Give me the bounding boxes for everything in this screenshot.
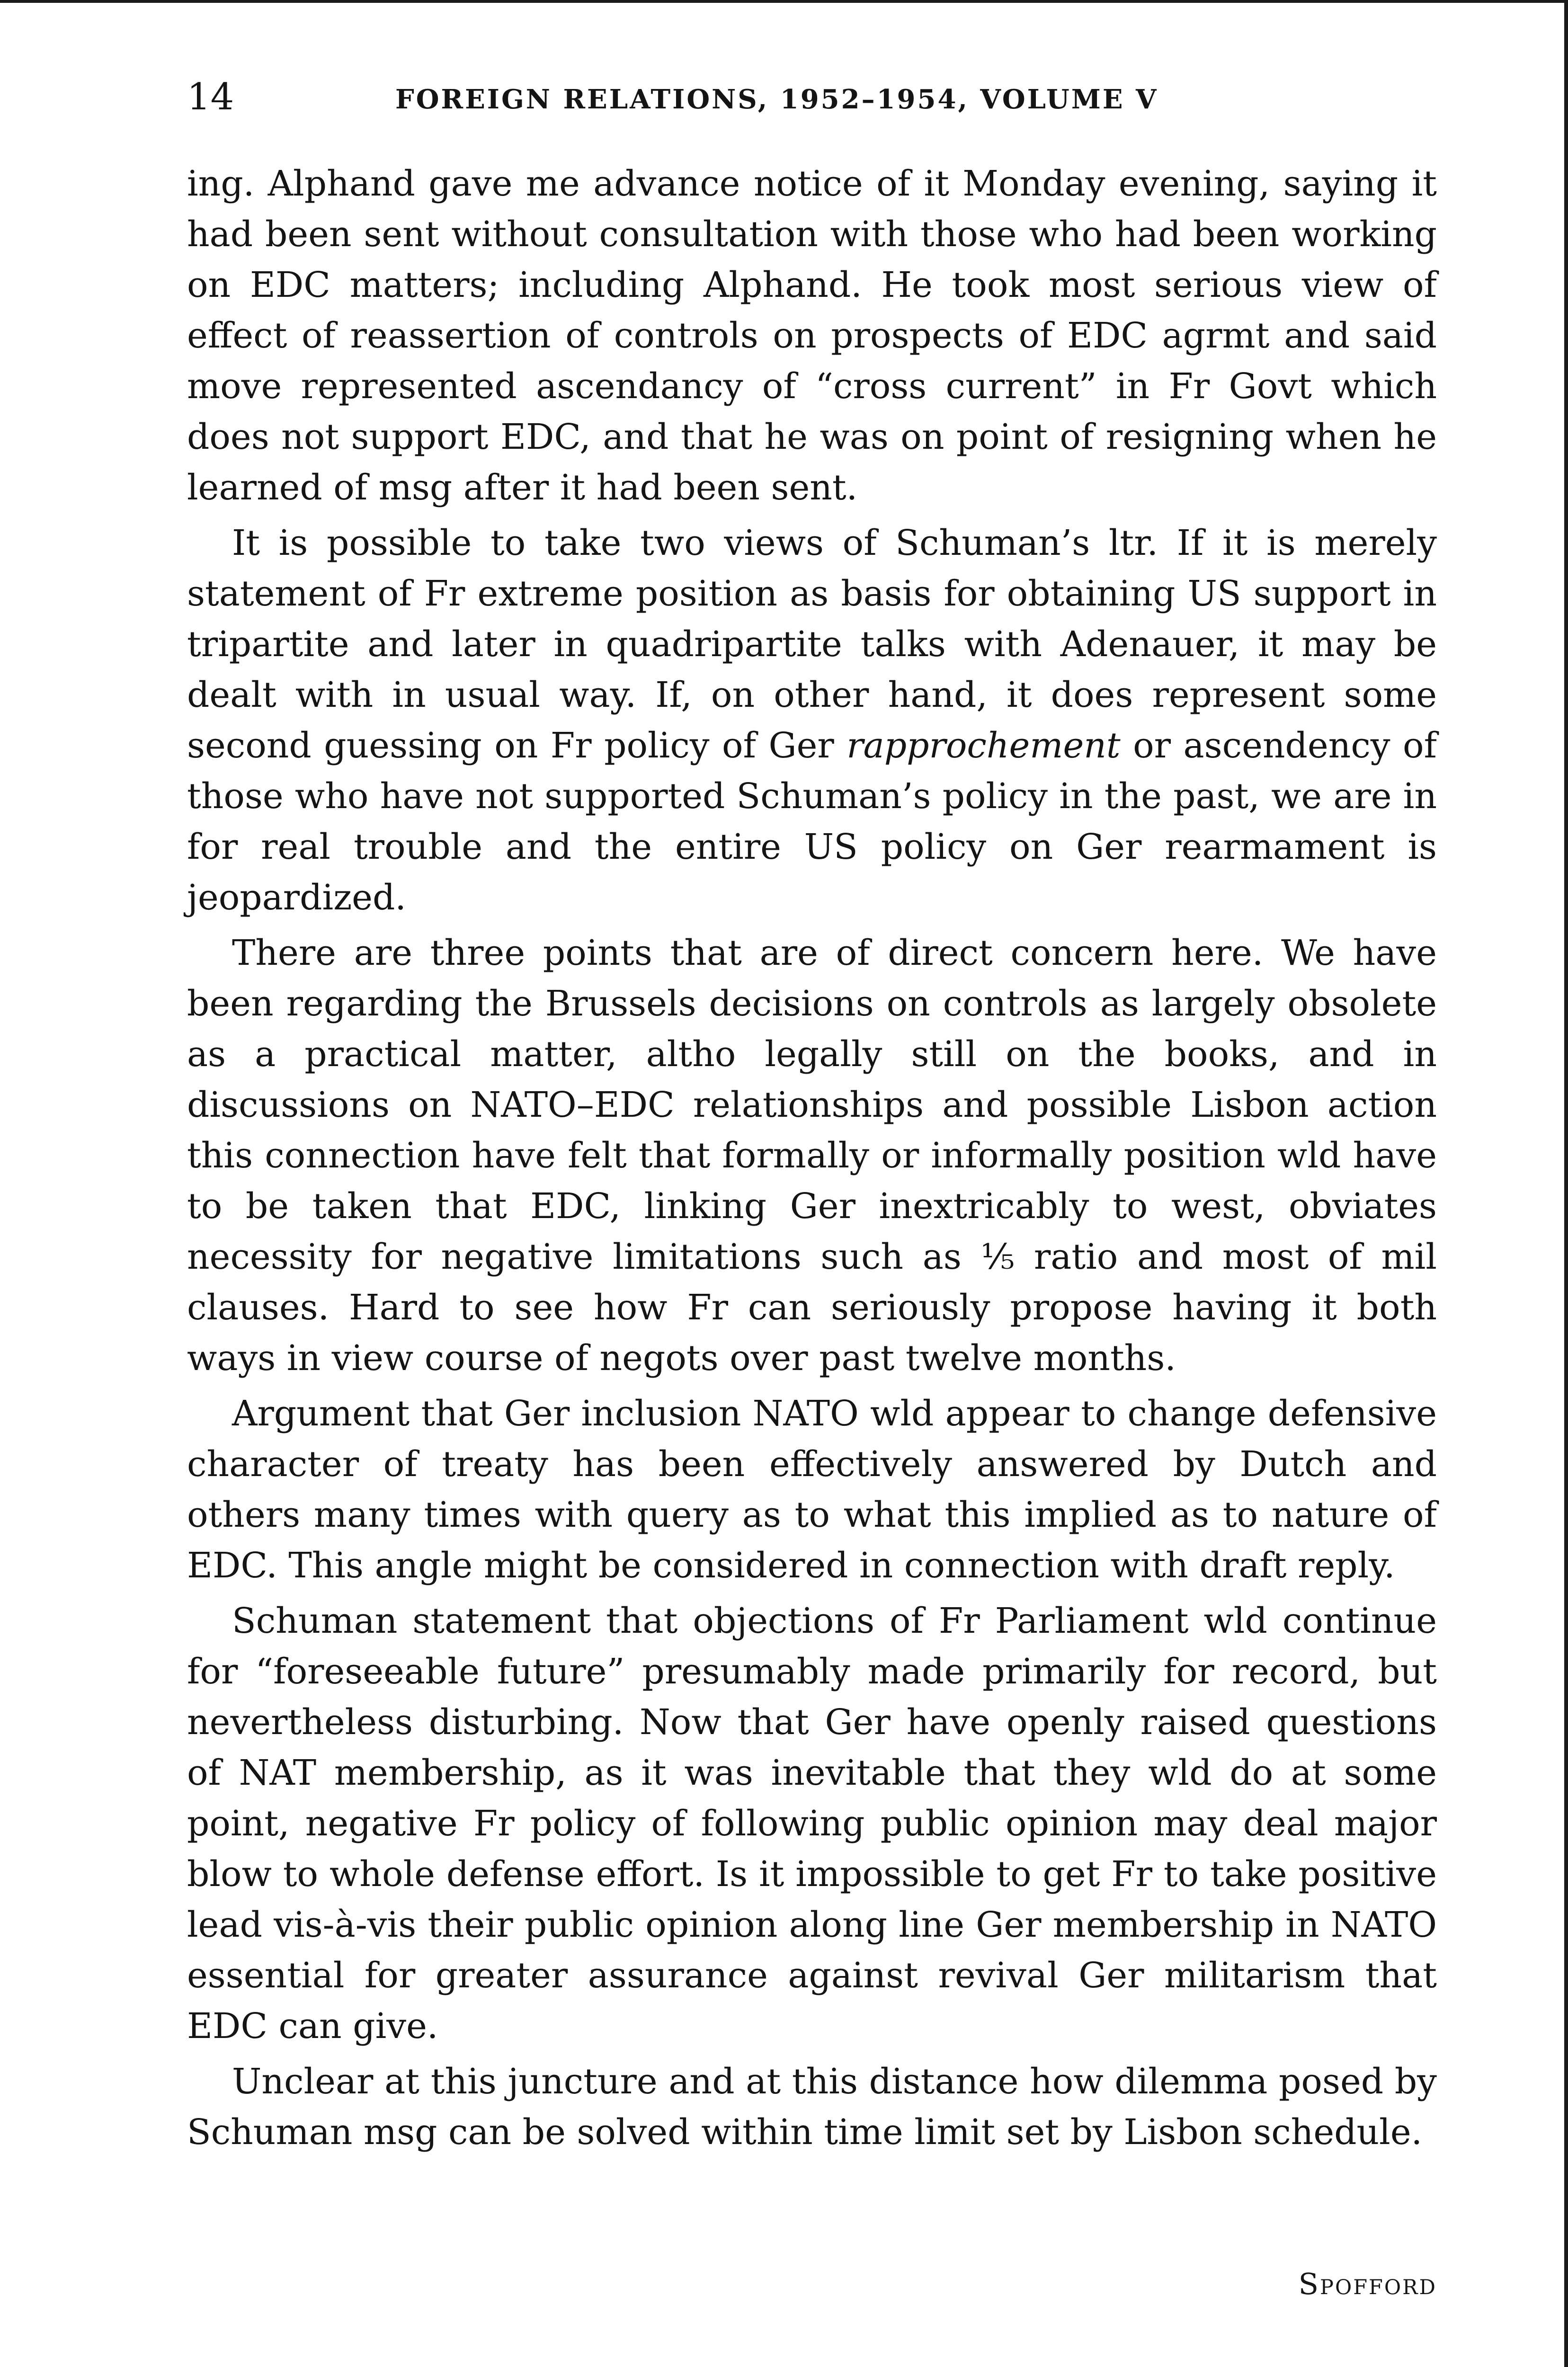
paragraph-2 xyxy=(187,518,1437,923)
paragraph-2-italic-term: rapprochement xyxy=(846,725,1121,766)
paragraph-1: ing. Alphand gave me advance notice of it Monday evening, saying it had been sent without consultation with those who had been working on EDC matters; including Alphand. He took most serious view of effect of reassertion of controls on prospects of EDC agrmt and said move represented ascendancy of “cross current” in Fr Govt which does not support EDC, and that he was on point of resigning when he learned of msg after it had been sent. xyxy=(187,163,1437,508)
paragraph-2-text-before: It is possible to take two views of Schuman’s ltr. If it is merely statement of Fr extreme position as basis for obtaining US support in tripartite and later in quadripartite talks with Adenauer, it may be dealt with in usual way. If, on other hand, it does represent some second guessing on Fr policy of Ger xyxy=(187,523,1437,766)
page-edge-right xyxy=(1564,0,1568,2367)
paragraph-5: Schuman statement that objections of Fr Parliament wld continue for “foreseeable future” presumably made primarily for record, but nevertheless disturbing. Now that Ger have openly raised questions of NAT membership, as it was inevitable that they wld do at some point, negative Fr policy of following public opinion may deal major blow to whole defense effort. Is it impossible to get Fr to take positive lead vis-à-vis their public opinion along line Ger membership in NATO essential for greater assurance against revival Ger militarism that EDC can give. xyxy=(187,1601,1437,2047)
paragraph-2-text-after: or ascendency of those who have not supported Schuman’s policy in the past, we are in for real trouble and the entire US policy on Ger rearmament is jeopardized. xyxy=(187,725,1437,918)
paragraph-3: There are three points that are of direct concern here. We have been regarding the Brussels decisions on controls as largely obsolete as a practical matter, altho legally still on the books, and in discussions on NATO–EDC relationships and possible Lisbon action this connection have felt that formally or informally position wld have to be taken that EDC, linking Ger inextricably to west, obviates necessity for negative limitations such as ⅕ ratio and most of mil clauses. Hard to see how Fr can seriously propose having it both ways in view course of negots over past twelve months. xyxy=(187,933,1437,1379)
page-edge-top xyxy=(0,0,1568,3)
page-number: 14 xyxy=(187,76,234,118)
page-header xyxy=(187,71,1437,123)
running-head: FOREIGN RELATIONS, 1952–1954, VOLUME V xyxy=(395,84,1158,115)
paragraph-4: Argument that Ger inclusion NATO wld appear to change defensive character of treaty has been effectively answered by Dutch and others many times with query as to what this implied as to nature of EDC. This angle might be considered in connection with draft reply. xyxy=(187,1393,1437,1586)
signature: Spofford xyxy=(1298,2267,1437,2301)
document-body xyxy=(187,159,1437,2158)
paragraph-6: Unclear at this juncture and at this distance how dilemma posed by Schuman msg can be solved within time limit set by Lisbon schedule. xyxy=(187,2061,1437,2153)
